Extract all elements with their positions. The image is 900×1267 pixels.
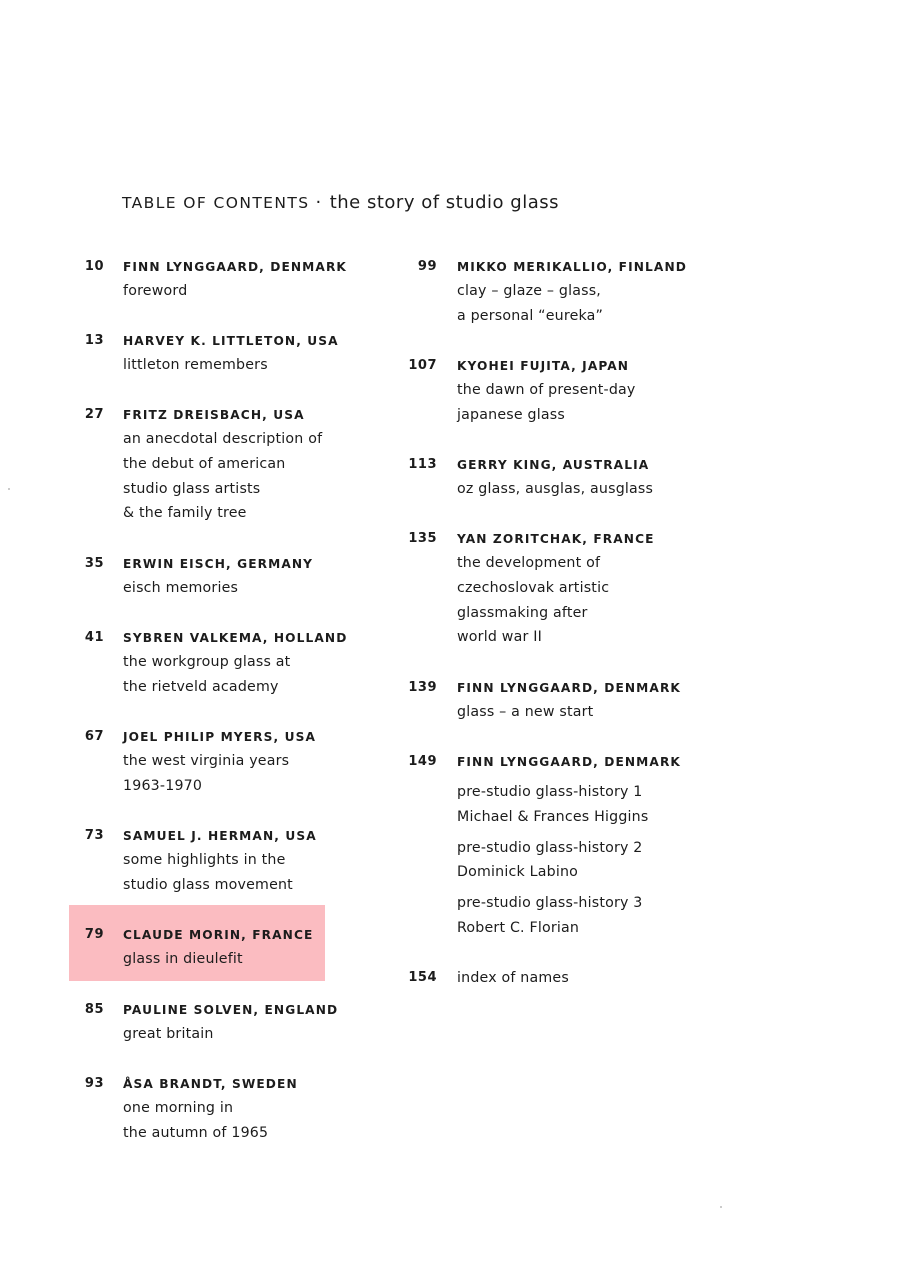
page-number: 113 <box>408 457 437 472</box>
entry-text <box>457 354 636 428</box>
author-line: ERWIN EISCH, GERMANY <box>123 557 314 571</box>
page-number: 10 <box>84 259 104 274</box>
page-number: 27 <box>84 407 104 422</box>
title-separator: · <box>315 192 322 213</box>
entry-title-line: a personal “eureka” <box>457 307 604 324</box>
entry-title-line: world war II <box>457 629 542 646</box>
entry-title-line: an anecdotal description of <box>123 431 323 447</box>
subsection-name: Michael & Frances Higgins <box>457 808 649 825</box>
entry-title-line: the development of <box>457 555 601 571</box>
entry-title-line: eisch memories <box>123 580 239 596</box>
author-line: PAULINE SOLVEN, ENGLAND <box>123 1003 339 1017</box>
page-title <box>122 192 559 213</box>
entry-title-line: the workgroup glass at <box>123 654 291 670</box>
subsection <box>457 836 681 886</box>
author-line: SAMUEL J. HERMAN, USA <box>123 829 317 843</box>
page-number: 73 <box>84 828 104 843</box>
entry-title-line: glass – a new start <box>457 704 594 720</box>
entry-title-line: index of names <box>457 970 569 986</box>
author-line: FINN LYNGGAARD, DENMARK <box>457 755 681 769</box>
title-subtitle: the story of studio glass <box>329 192 559 213</box>
author-line: CLAUDE MORIN, FRANCE <box>123 928 314 942</box>
author-line: HARVEY K. LITTLETON, USA <box>123 334 339 348</box>
page-number: 79 <box>84 927 104 942</box>
entry-text <box>123 725 316 799</box>
entry-title-line: littleton remembers <box>123 357 268 373</box>
page-number: 149 <box>408 754 437 769</box>
entry-text <box>457 676 681 725</box>
page-number: 107 <box>408 358 437 373</box>
author-line: FINN LYNGGAARD, DENMARK <box>123 260 347 274</box>
entry-title-line: one morning in <box>123 1100 234 1116</box>
author-line: SYBREN VALKEMA, HOLLAND <box>123 631 348 645</box>
subsection <box>457 891 681 941</box>
subsection-heading: pre-studio glass-history 2 <box>457 839 643 856</box>
author-line: KYOHEI FUJITA, JAPAN <box>457 359 630 373</box>
author-line: JOEL PHILIP MYERS, USA <box>123 730 316 744</box>
entry-title-line: foreword <box>123 283 188 299</box>
entry-title-line: oz glass, ausglas, ausglass <box>457 481 654 497</box>
author-line: GERRY KING, AUSTRALIA <box>457 458 650 472</box>
author-line: FRITZ DREISBACH, USA <box>123 408 305 422</box>
entry-title-line: glassmaking after <box>457 604 588 621</box>
entry-title-line: studio glass artists <box>123 480 261 497</box>
page-number: 41 <box>84 630 104 645</box>
subsection-name: Robert C. Florian <box>457 919 580 936</box>
entry-text <box>457 527 655 650</box>
entry-title-line: some highlights in the <box>123 852 286 868</box>
title-caps: TABLE OF CONTENTS <box>122 194 310 212</box>
paper-speck <box>720 1206 722 1208</box>
entry-title-line: japanese glass <box>457 406 565 423</box>
page-number: 139 <box>408 680 437 695</box>
entry-text <box>457 255 687 329</box>
entry-title-line: great britain <box>123 1026 214 1042</box>
entry-text <box>123 403 322 526</box>
entry-title-line: glass in dieulefit <box>123 951 243 967</box>
subsection-name: Dominick Labino <box>457 864 579 881</box>
page-number: 99 <box>417 259 437 274</box>
entry-title-line: clay – glaze – glass, <box>457 283 602 299</box>
entry-title-line: the debut of american <box>123 455 286 472</box>
entry-title-line: studio glass movement <box>123 876 293 893</box>
entry-text <box>123 552 313 601</box>
entry-title-line: 1963-1970 <box>123 777 203 794</box>
entry-text <box>457 453 653 502</box>
entry-text <box>123 626 347 700</box>
entry-text <box>123 255 347 304</box>
subsection <box>457 780 681 830</box>
author-line: FINN LYNGGAARD, DENMARK <box>457 681 681 695</box>
page-number: 67 <box>84 729 104 744</box>
entry-title-line: the rietveld academy <box>123 678 279 695</box>
entry-title-line: the dawn of present-day <box>457 382 636 398</box>
page-number: 154 <box>408 970 437 985</box>
entry-title-line: czechoslovak artistic <box>457 579 610 596</box>
entry-title-line: the autumn of 1965 <box>123 1124 269 1141</box>
entry-text <box>123 1072 298 1146</box>
entry-text <box>123 329 339 378</box>
author-line: YAN ZORITCHAK, FRANCE <box>457 532 655 546</box>
entry-text <box>123 998 338 1047</box>
page-number: 93 <box>84 1076 104 1091</box>
entry-text <box>457 966 569 991</box>
page-number: 13 <box>84 333 104 348</box>
entry-text <box>123 824 317 898</box>
subsection-heading: pre-studio glass-history 1 <box>457 784 643 800</box>
entry-title-line: the west virginia years <box>123 753 290 769</box>
entry-text <box>457 750 681 941</box>
page-number: 135 <box>408 531 437 546</box>
page-number: 35 <box>84 556 104 571</box>
author-line: ÅSA BRANDT, SWEDEN <box>123 1077 298 1091</box>
page-number: 85 <box>84 1002 104 1017</box>
author-line: MIKKO MERIKALLIO, FINLAND <box>457 260 687 274</box>
entry-text <box>123 923 313 972</box>
entry-title-line: & the family tree <box>123 505 247 522</box>
subsection-heading: pre-studio glass-history 3 <box>457 895 643 912</box>
paper-speck <box>8 488 10 490</box>
